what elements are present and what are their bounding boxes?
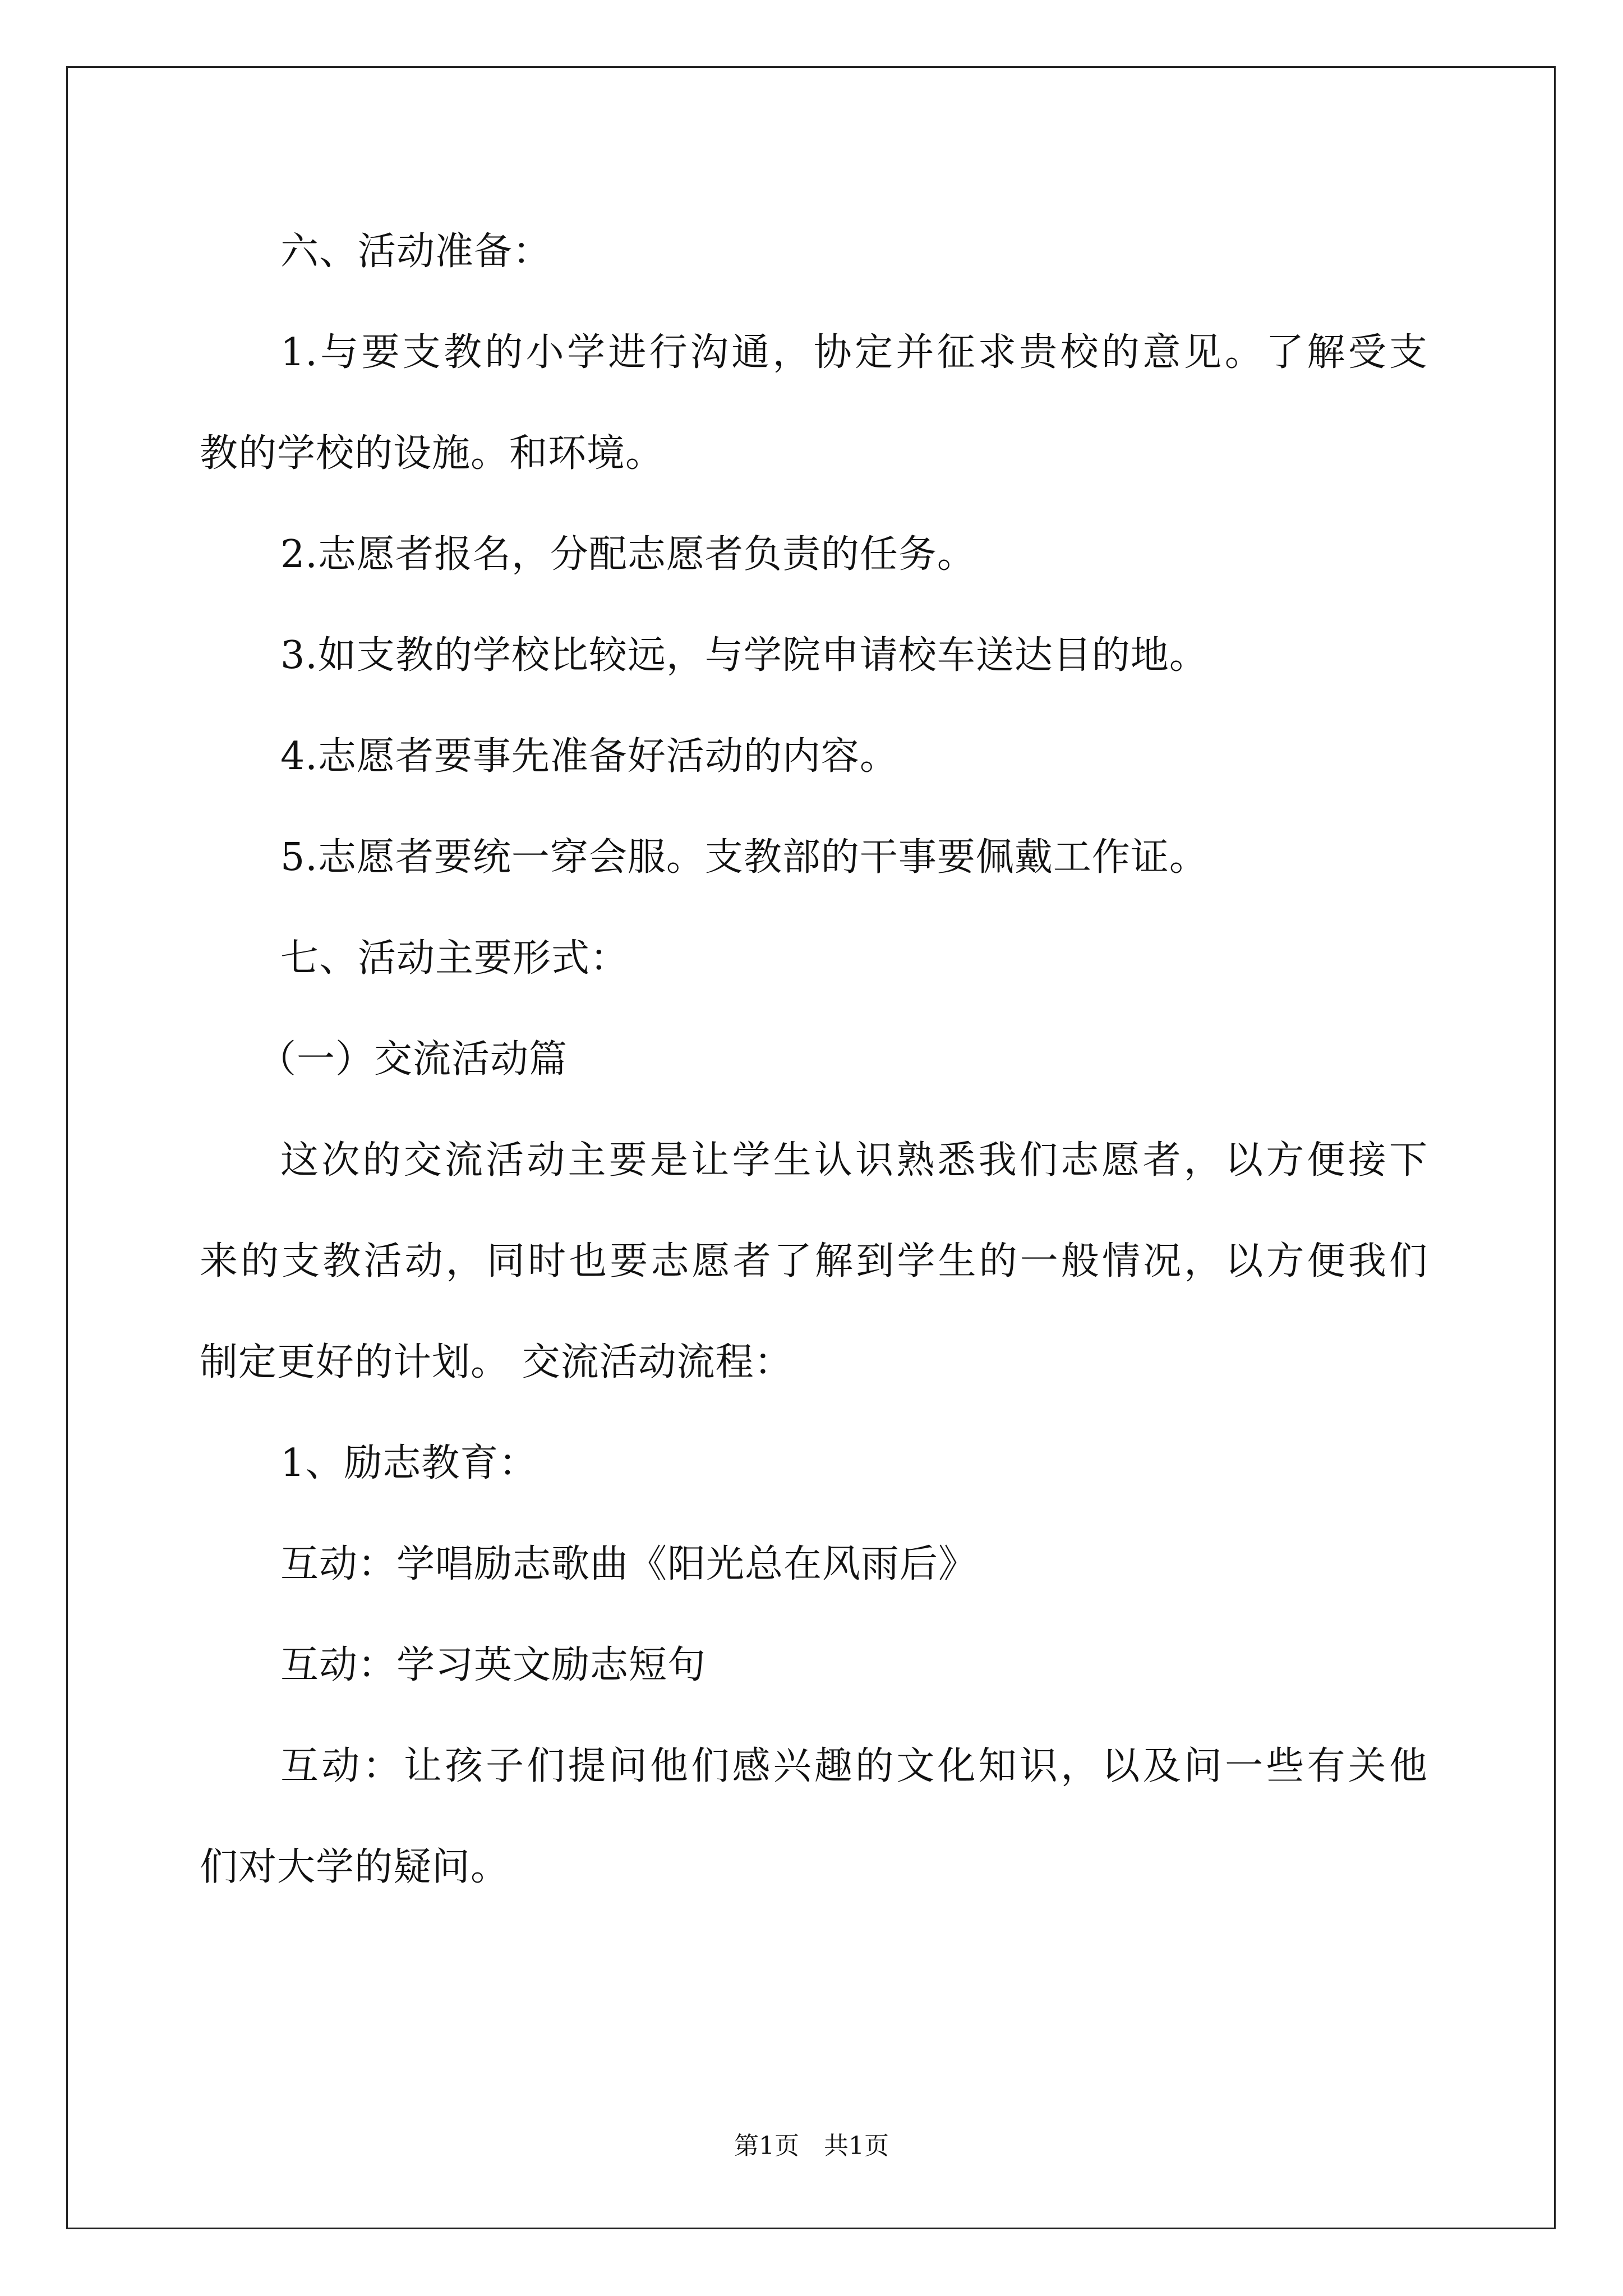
subsection-heading-exchange: （一）交流活动篇 xyxy=(258,1037,568,1082)
page-number-footer: 第1页 共1页 xyxy=(734,2132,889,2160)
paragraph-line: 们对大学的疑问。 xyxy=(200,1845,510,1889)
paragraph-line: 互动：让孩子们提问他们感兴趣的文化知识，以及问一些有关他 xyxy=(280,1744,1428,1788)
paragraph-line: 来的支教活动，同时也要志愿者了解到学生的一般情况，以方便我们 xyxy=(200,1239,1428,1283)
paragraph-line: 这次的交流活动主要是让学生认识熟悉我们志愿者，以方便接下 xyxy=(280,1138,1428,1182)
paragraph-line: 互动：学唱励志歌曲《阳光总在风雨后》 xyxy=(280,1542,978,1586)
section-heading-preparation: 六、活动准备： xyxy=(280,229,552,274)
paragraph-line: 1.与要支教的小学进行沟通，协定并征求贵校的意见。了解受支 xyxy=(280,330,1428,375)
paragraph-line: 互动：学习英文励志短句 xyxy=(280,1643,707,1687)
paragraph-line: 3.如支教的学校比较远，与学院申请校车送达目的地。 xyxy=(280,633,1208,678)
paragraph-line: 2.志愿者报名，分配志愿者负责的任务。 xyxy=(280,532,976,577)
paragraph-line: 教的学校的设施。和环境。 xyxy=(200,431,665,476)
paragraph-line: 5.志愿者要统一穿会服。支教部的干事要佩戴工作证。 xyxy=(280,835,1208,880)
list-heading-inspiration: 1、励志教育： xyxy=(280,1441,538,1485)
paragraph-line: 制定更好的计划。 交流活动流程： xyxy=(200,1340,793,1384)
section-heading-forms: 七、活动主要形式： xyxy=(280,936,629,981)
paragraph-line: 4.志愿者要事先准备好活动的内容。 xyxy=(280,734,898,779)
